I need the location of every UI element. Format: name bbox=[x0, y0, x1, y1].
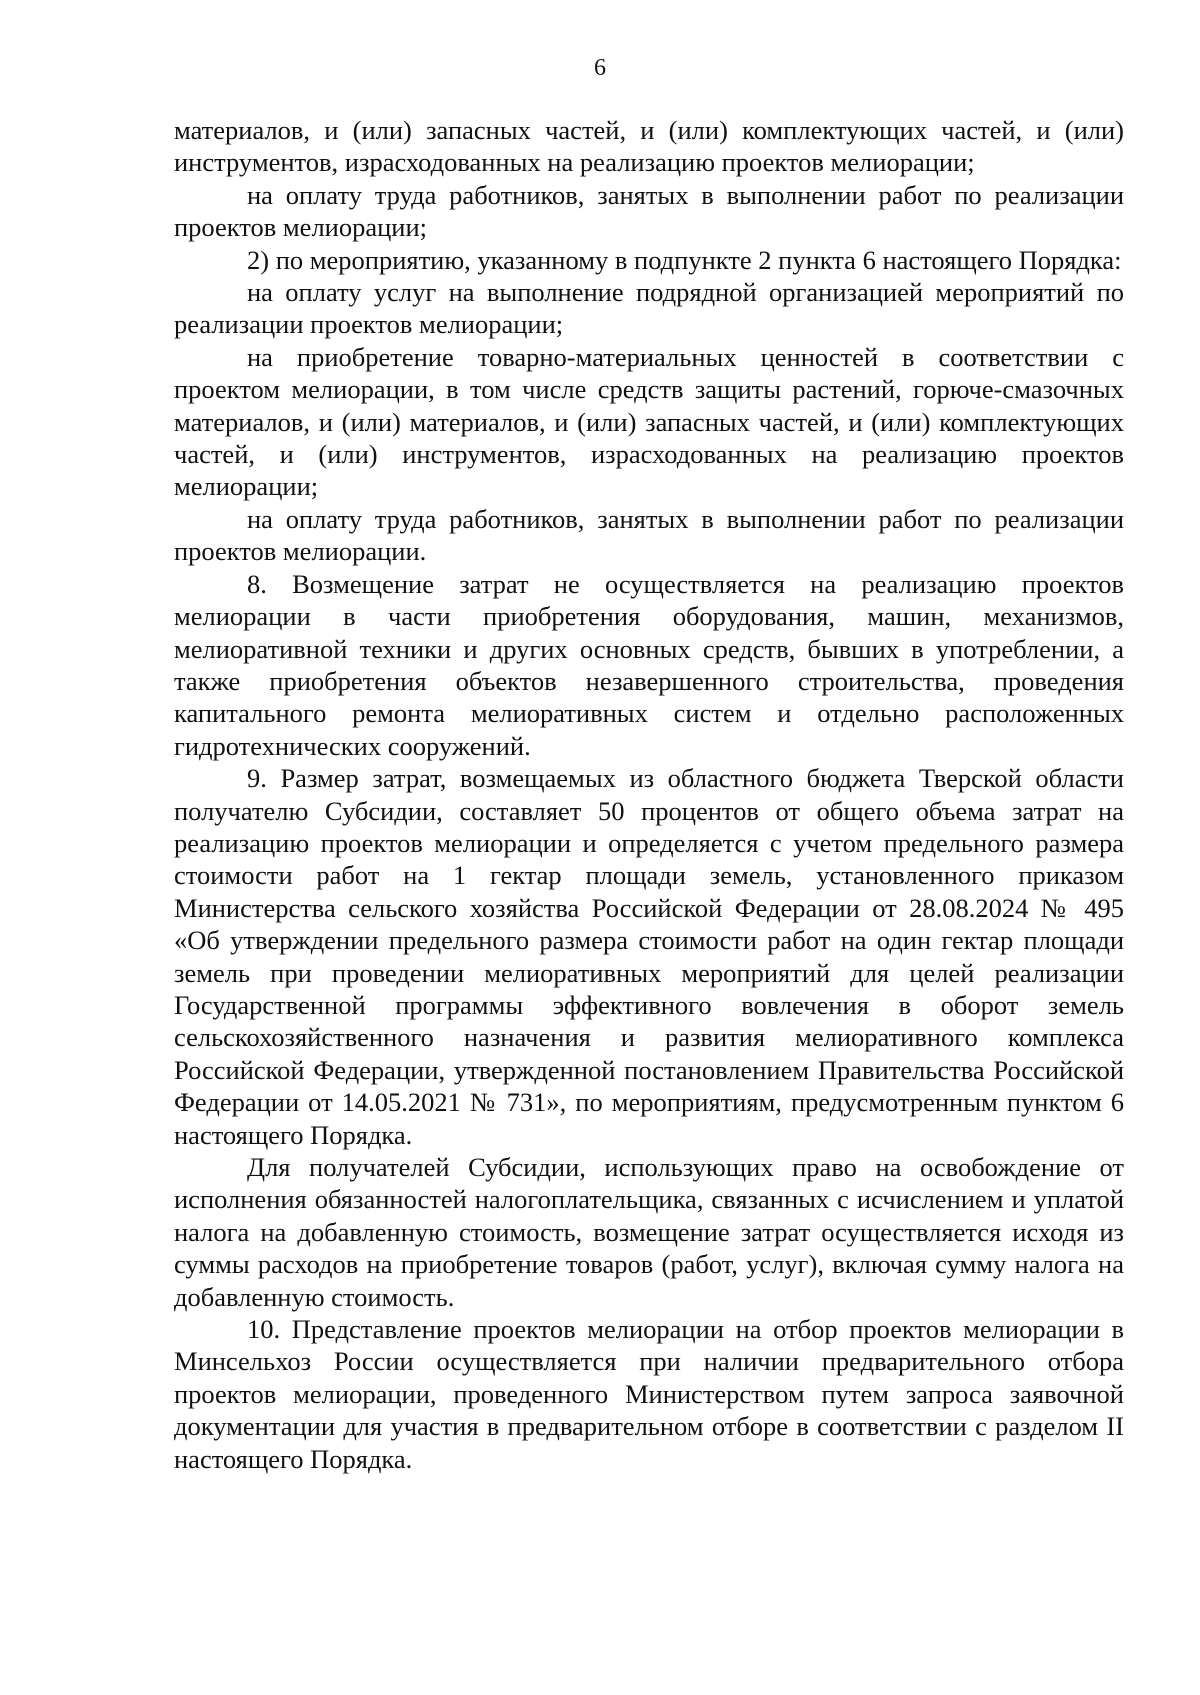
paragraph-vat-exemption: Для получателей Субсидии, использующих право на освобождение от исполнения обязанностей налогоплательщика, связанных с исчислением и уплатой налога на добавленную стоимость, возмещение затрат осуществляется исходя из суммы расходов на приобретение товаров (работ, услуг), включая сумму налога на добавленную стоимость. bbox=[174, 1152, 1124, 1312]
page-number: 6 bbox=[594, 55, 606, 81]
paragraph-subitem-2: 2) по мероприятию, указанному в подпункте 2 пункта 6 настоящего Порядка: bbox=[247, 244, 1122, 275]
paragraph-materials: на приобретение товарно-материальных ценностей в соответствии с проектом мелиорации, в том числе средств защиты растений, горюче-смазочных материалов, и (или) материалов, и (или) запасных частей, и (или) комплектующих частей, и (или) инструментов, израсходованных на реализацию проектов мелиорации; bbox=[174, 341, 1124, 502]
paragraph-labor-costs: на оплату труда работников, занятых в выполнении работ по реализации проектов мелиорации; bbox=[174, 179, 1124, 243]
document-body bbox=[174, 114, 1124, 1475]
paragraph-clause-8: 8. Возмещение затрат не осуществляется на реализацию проектов мелиорации в части приобретения оборудования, машин, механизмов, мелиоративной техники и других основных средств, бывших в употреблении, а также приобретения объектов незавершенного строительства, проведения капитального ремонта мелиоративных систем и отдельно расположенных гидротехнических сооружений. bbox=[174, 568, 1124, 761]
paragraph-continuation: материалов, и (или) запасных частей, и (или) комплектующих частей, и (или) инструментов, израсходованных на реализацию проектов мелиорации; bbox=[174, 115, 1124, 178]
paragraph-contractor-services: на оплату услуг на выполнение подрядной организацией мероприятий по реализации проектов мелиорации; bbox=[174, 277, 1124, 340]
paragraph-clause-9: 9. Размер затрат, возмещаемых из областного бюджета Тверской области получателю Субсидии, составляет 50 процентов от общего объема затрат на реализацию проектов мелиорации и определяется с учетом предельного размера стоимости работ на 1 гектар площади земель, установленного приказом Министерства сельского хозяйства Российской Федерации от 28.08.2024 № 495 «Об утверждении предельного размера стоимости работ на один гектар площади земель при проведении мелиоративных мероприятий для целей реализации Государственной программы эффективного вовлечения в оборот земель сельскохозяйственного назначения и развития мелиоративного комплекса Российской Федерации, утвержденной постановлением Правительства Российской Федерации от 14.05.2021 № 731», по мероприятиям, предусмотренным пунктом 6 настоящего Порядка. bbox=[174, 763, 1124, 1150]
paragraph-clause-10: 10. Представление проектов мелиорации на отбор проектов мелиорации в Минсельхоз России осуществляется при наличии предварительного отбора проектов мелиорации, проведенного Министерством путем запроса заявочной документации для участия в предварительном отборе в соответствии с разделом II настоящего Порядка. bbox=[174, 1314, 1124, 1474]
paragraph-labor-costs-2: на оплату труда работников, занятых в выполнении работ по реализации проектов мелиорации. bbox=[174, 503, 1124, 567]
